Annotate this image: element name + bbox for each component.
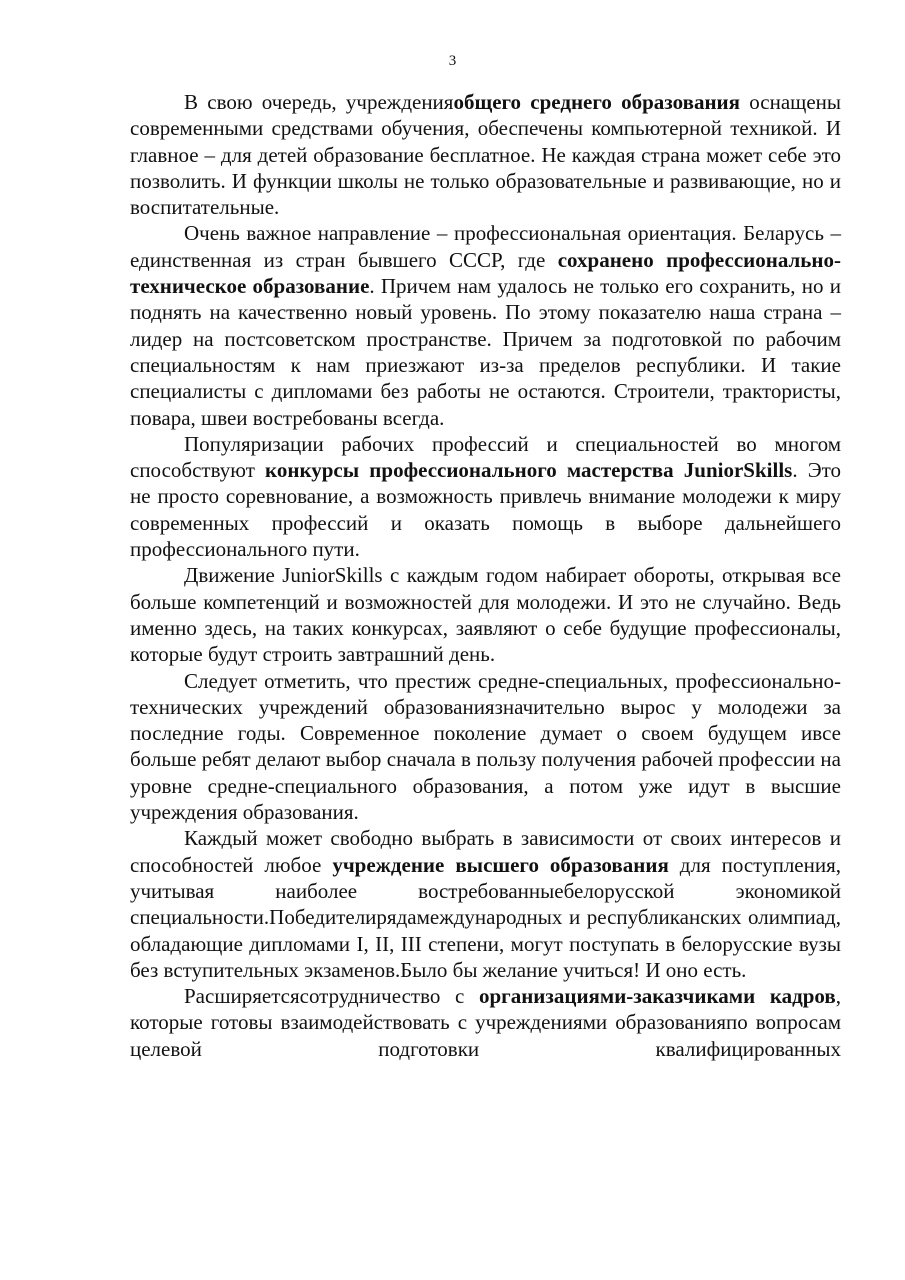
paragraph-juniorskills-movement xyxy=(130,562,841,667)
text-run: Популяризации рабочих профессий и специальностей во многом способствуют xyxy=(130,431,841,483)
text-run: оснащены современными средствами обучения, обеспечены компьютерной техникой. И главное – для детей образование бесплатное. Не каждая страна может себе это позволить. И функции школы не только образовательные и развивающие, но и воспитательные. xyxy=(130,90,842,220)
text-run: Расширяетсясотрудничество с xyxy=(184,984,479,1009)
document-body xyxy=(130,89,841,1062)
paragraph-general-secondary-education xyxy=(130,89,841,220)
bold-text-run: организациями-заказчиками кадров xyxy=(478,984,836,1009)
text-run: для поступления, учитывая наиболее востребованныебелорусской экономикой специальности.Победителирядамеждународных и республиканских олимпиад, обладающие дипломами I, II, III степени, могут поступать в белорусские вузы без вступительных экзаменов.Было бы желание учиться! И оно есть. xyxy=(130,852,842,982)
text-run: , которые готовы взаимодействовать с учреждениями образованияпо вопросам целевой подготовки квалифицированных xyxy=(130,984,841,1061)
text-run: В свою очередь, учреждения xyxy=(184,90,454,114)
text-run: Очень важное направление – профессиональная ориентация. Беларусь – единственная из стран бывшего СССР, где xyxy=(130,221,841,272)
text-run: Движение JuniorSkills с каждым годом набирает обороты, открывая все больше компетенций и возможностей для молодежи. И это не случайно. Ведь именно здесь, на таких конкурсах, заявляют о себе будущие профессионалы, которые будут строить завтрашний день. xyxy=(130,563,841,667)
paragraph-higher-education xyxy=(130,825,841,983)
text-run: Каждый может свободно выбрать в зависимости от своих интересов и способностей любое xyxy=(130,826,841,877)
bold-text-run: сохранено профессионально-техническое образование xyxy=(130,247,842,299)
text-run: . Причем нам удалось не только его сохранить, но и поднять на качественно новый уровень. По этому показателю наша страна – лидер на постсоветском пространстве. Причем за подготовкой по рабочим специальностям к нам приезжают из-за пределов республики. И такие специалисты с дипломами без работы не остаются. Строители, трактористы, повара, швеи востребованы всегда. xyxy=(130,274,841,430)
paragraph-employer-cooperation xyxy=(130,983,841,1062)
bold-text-run: конкурсы профессионального мастерства JuniorSkills xyxy=(265,458,793,483)
text-run: Следует отметить, что престиж средне-специальных, профессионально-технических учреждений образованиязначительно вырос у молодежи за последние годы. Современное поколение думает о своем будущем ивсе больше ребят делают выбор сначала в пользу получения рабочей профессии на уровне средне-специального образования, а потом уже идут в высшие учреждения образования. xyxy=(130,668,841,825)
text-run: . Это не просто соревнование, а возможность привлечь внимание молодежи к миру современных профессий и оказать помощь в выборе дальнейшего профессионального пути. xyxy=(130,458,842,562)
bold-text-run: учреждение высшего образования xyxy=(332,852,669,877)
paragraph-vocational-orientation xyxy=(130,220,841,430)
paragraph-juniorskills-contests xyxy=(130,431,841,562)
paragraph-vocational-prestige xyxy=(130,668,841,826)
page-number: 3 xyxy=(448,53,457,69)
bold-text-run: общего среднего образования xyxy=(453,90,741,114)
